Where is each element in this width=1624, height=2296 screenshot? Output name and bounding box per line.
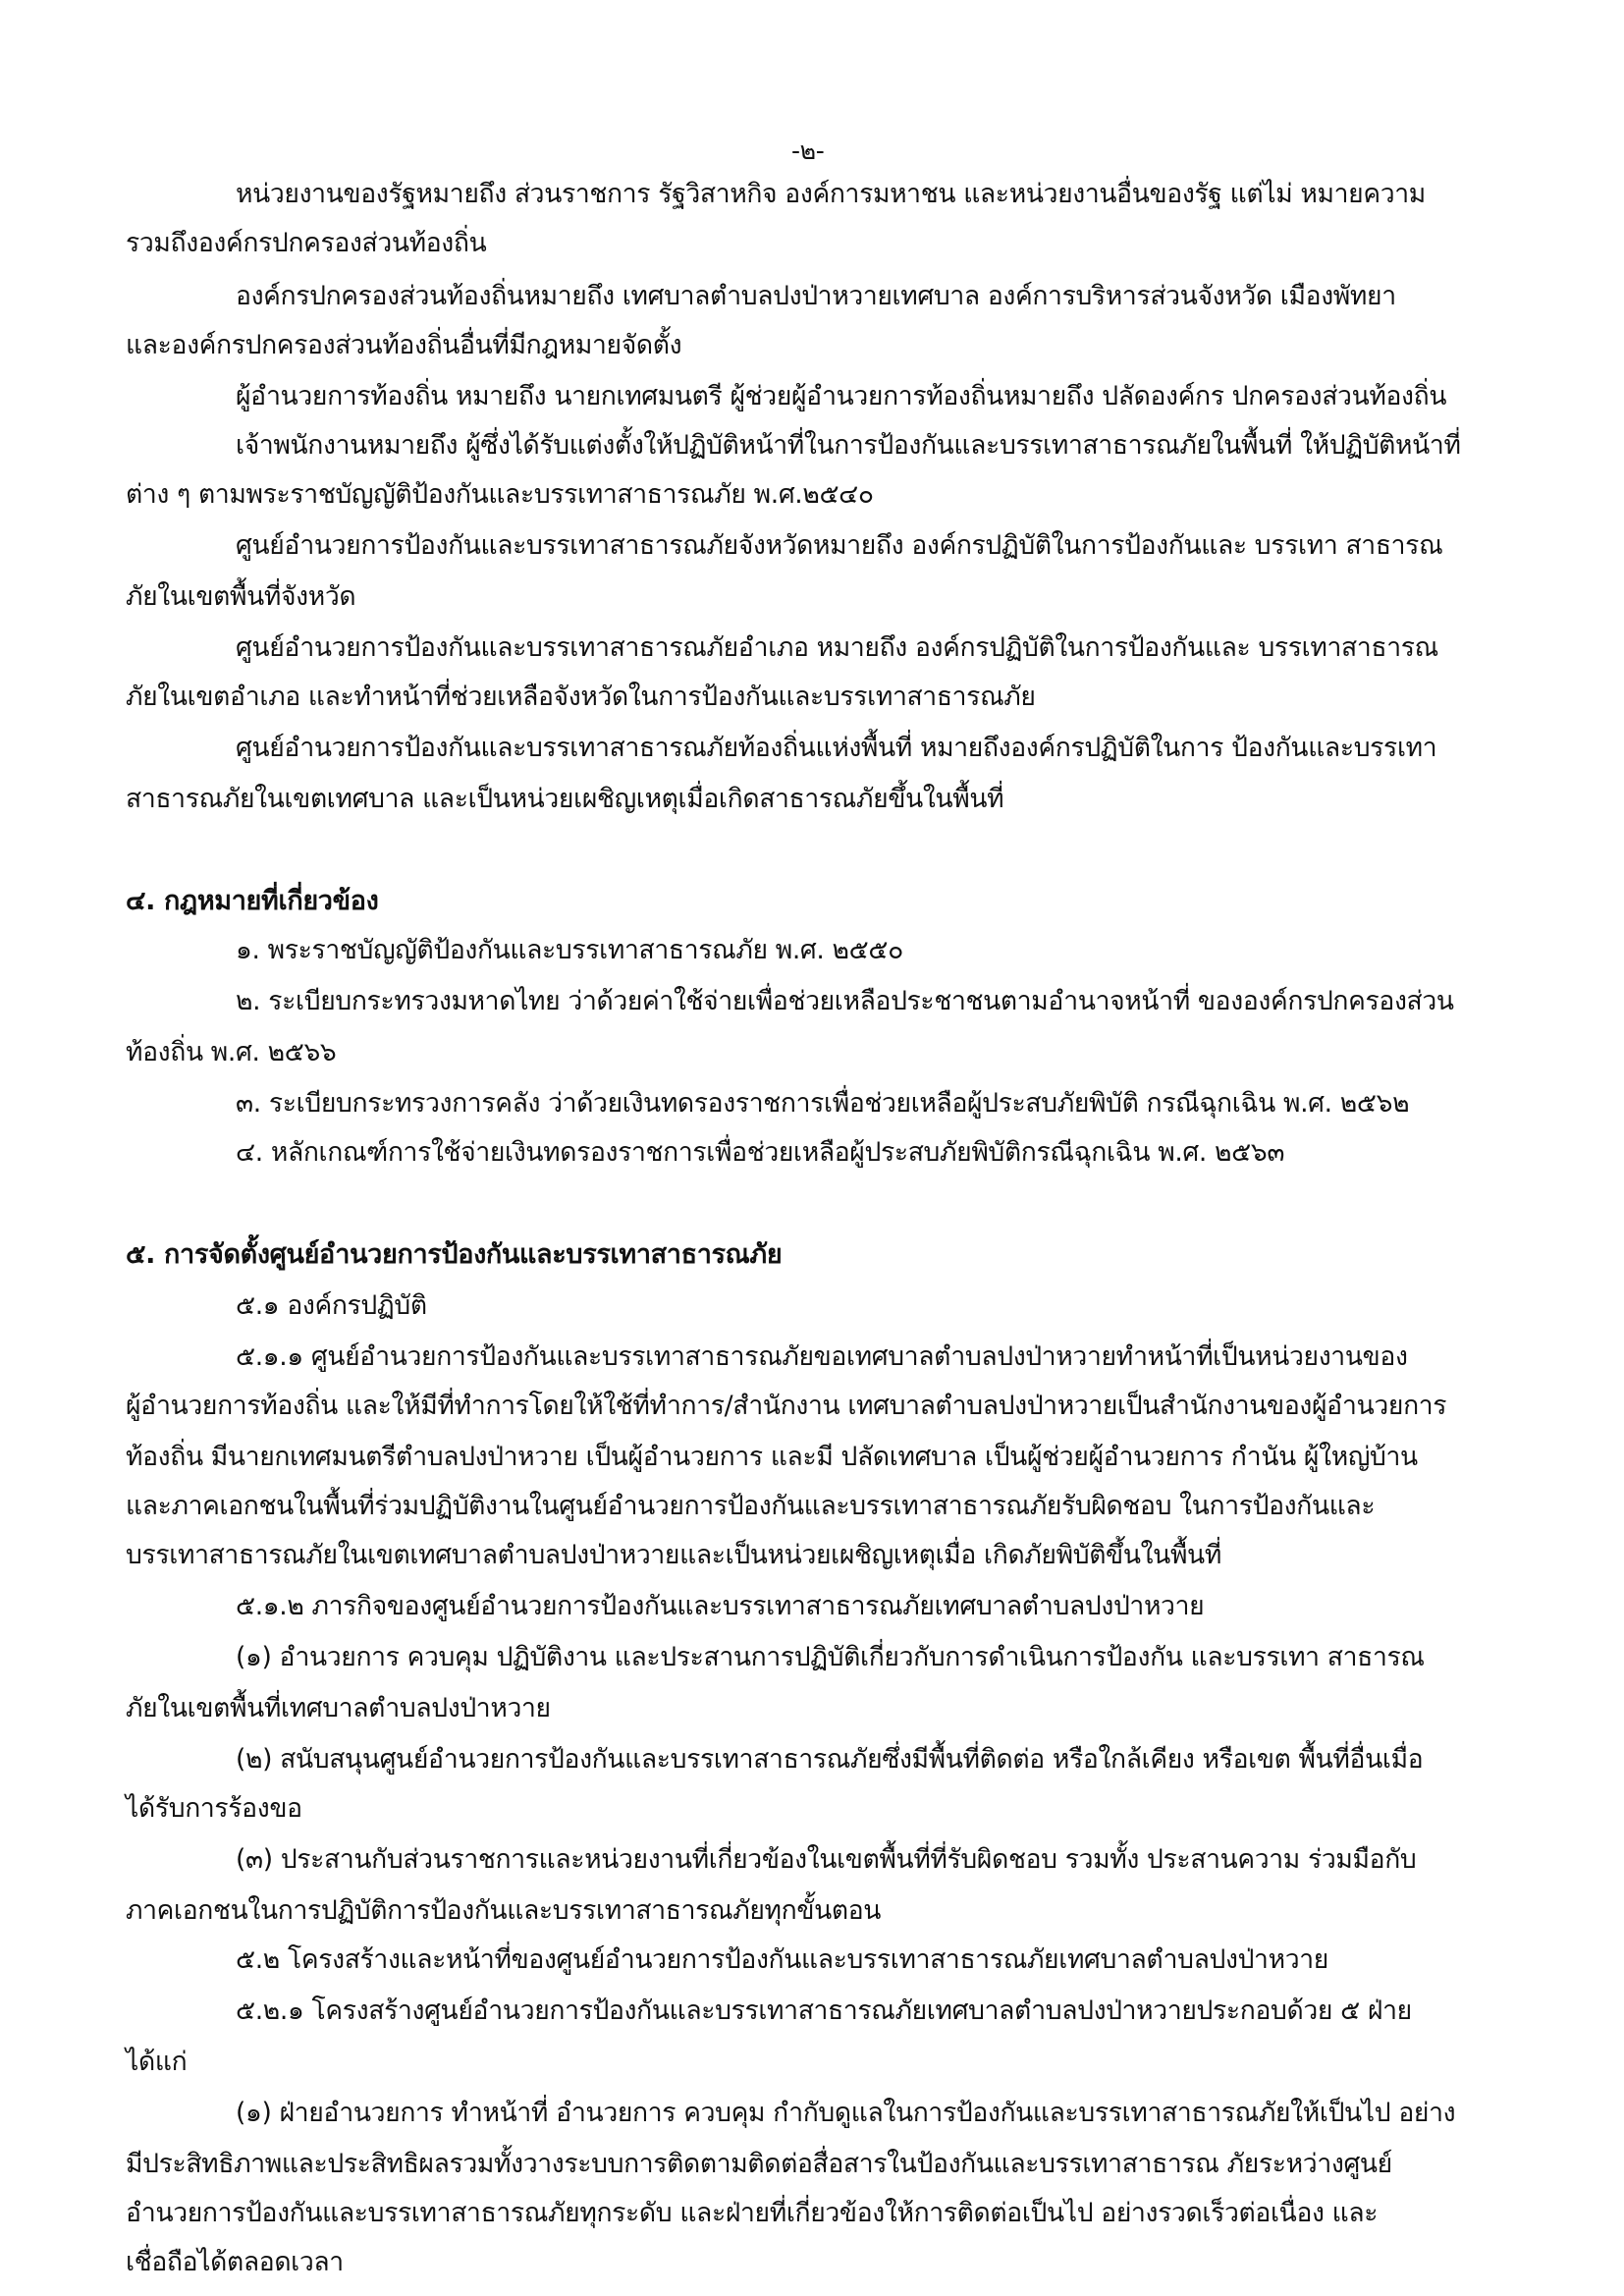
section-5-line: และภาคเอกชนในพื้นที่ร่วมปฏิบัติงานในศูนย์อำนวยการป้องกันและบรรเทาสาธารณภัยรับผิดชอบ ในการป้องกันและ [126, 1491, 1376, 1521]
law-item: ๒. ระเบียบกระทรวงมหาดไทย ว่าด้วยค่าใช้จ่ายเพื่อช่วยเหลือประชาชนตามอำนาจหน้าที่ ขององค์กรปกครองส่วน [236, 986, 1454, 1016]
section-5-line: (๑) อำนวยการ ควบคุม ปฏิบัติงาน และประสานการปฏิบัติเกี่ยวกับการดำเนินการป้องกัน และบรรเทา สาธารณ [236, 1642, 1425, 1672]
intro-line: ศูนย์อำนวยการป้องกันและบรรเทาสาธารณภัยอำเภอ หมายถึง องค์กรปฏิบัติในการป้องกันและ บรรเทาสาธารณ [236, 632, 1438, 663]
section-5-line: ๕.๑ องค์กรปฏิบัติ [236, 1290, 427, 1321]
section-4-heading: ๔. กฎหมายที่เกี่ยวข้อง [126, 886, 379, 916]
intro-line: รวมถึงองค์กรปกครองส่วนท้องถิ่น [126, 228, 487, 258]
section-5-line: ภาคเอกชนในการปฏิบัติการป้องกันและบรรเทาสาธารณภัยทุกขั้นตอน [126, 1895, 882, 1926]
section-5-line: ท้องถิ่น มีนายกเทศมนตรีตำบลปงป่าหวาย เป็นผู้อำนวยการ และมี ปลัดเทศบาล เป็นผู้ช่วยผู้อำนวยการ กำนัน ผู้ใหญ่บ้าน [126, 1442, 1418, 1472]
intro-line: ศูนย์อำนวยการป้องกันและบรรเทาสาธารณภัยจังหวัดหมายถึง องค์กรปฏิบัติในการป้องกันและ บรรเทา สาธารณ [236, 530, 1443, 561]
intro-line: ภัยในเขตพื้นที่จังหวัด [126, 581, 356, 612]
intro-line: เจ้าพนักงานหมายถึง ผู้ซึ่งได้รับแต่งตั้งให้ปฏิบัติหน้าที่ในการป้องกันและบรรเทาสาธารณภัยในพื้นที่ ให้ปฏิบัติหน้าที่ [236, 430, 1461, 461]
section-5-line: ๕.๒ โครงสร้างและหน้าที่ของศูนย์อำนวยการป้องกันและบรรเทาสาธารณภัยเทศบาลตำบลปงป่าหวาย [236, 1944, 1328, 1975]
section-5-line: ภัยในเขตพื้นที่เทศบาลตำบลปงป่าหวาย [126, 1693, 551, 1723]
section-5-line: บรรเทาสาธารณภัยในเขตเทศบาลตำบลปงป่าหวายและเป็นหน่วยเผชิญเหตุเมื่อ เกิดภัยพิบัติขึ้นในพื้นที่ [126, 1540, 1221, 1570]
page-number: -๒- [791, 137, 825, 165]
section-5-line: ๕.๑.๒ ภารกิจของศูนย์อำนวยการป้องกันและบรรเทาสาธารณภัยเทศบาลตำบลปงป่าหวาย [236, 1591, 1205, 1621]
law-item: ๑. พระราชบัญญัติป้องกันและบรรเทาสาธารณภัย พ.ศ. ๒๕๕๐ [236, 935, 903, 965]
intro-line: ภัยในเขตอำเภอ และทำหน้าที่ช่วยเหลือจังหวัดในการป้องกันและบรรเทาสาธารณภัย [126, 682, 1036, 712]
section-5-line: (๒) สนับสนุนศูนย์อำนวยการป้องกันและบรรเทาสาธารณภัยซึ่งมีพื้นที่ติดต่อ หรือใกล้เคียง หรือเขต พื้นที่อื่นเมื่อ [236, 1744, 1424, 1775]
section-5-line: อำนวยการป้องกันและบรรเทาสาธารณภัยทุกระดับ และฝ่ายที่เกี่ยวข้องให้การติดต่อเป็นไป อย่างรวดเร็วต่อเนื่อง และ [126, 2198, 1379, 2228]
law-item: ๓. ระเบียบกระทรวงการคลัง ว่าด้วยเงินทดรองราชการเพื่อช่วยเหลือผู้ประสบภัยพิบัติ กรณีฉุกเฉิน พ.ศ. ๒๕๖๒ [236, 1088, 1410, 1119]
section-5-line: (๓) ประสานกับส่วนราชการและหน่วยงานที่เกี่ยวข้องในเขตพื้นที่ที่รับผิดชอบ รวมทั้ง ประสานความ ร่วมมือกับ [236, 1844, 1417, 1875]
intro-line: องค์กรปกครองส่วนท้องถิ่นหมายถึง เทศบาลตำบลปงป่าหวายเทศบาล องค์การบริหารส่วนจังหวัด เมืองพัทยา [236, 281, 1396, 311]
section-5-line: ได้แก่ [126, 2047, 188, 2077]
intro-line: ต่าง ๆ ตามพระราชบัญญัติป้องกันและบรรเทาสาธารณภัย พ.ศ.๒๕๔๐ [126, 479, 874, 510]
section-5-line: ได้รับการร้องขอ [126, 1793, 302, 1824]
intro-line: หน่วยงานของรัฐหมายถึง ส่วนราชการ รัฐวิสาหกิจ องค์การมหาชน และหน่วยงานอื่นของรัฐ แต่ไม่ หมายความ [236, 179, 1426, 209]
section-5-line: (๑) ฝ่ายอำนวยการ ทำหน้าที่ อำนวยการ ควบคุม กำกับดูแลในการป้องกันและบรรเทาสาธารณภัยให้เป็นไป อย่าง [236, 2098, 1456, 2128]
intro-line: ศูนย์อำนวยการป้องกันและบรรเทาสาธารณภัยท้องถิ่นแห่งพื้นที่ หมายถึงองค์กรปฏิบัติในการ ป้องกันและบรรเทา [236, 733, 1437, 763]
law-item: ๔. หลักเกณฑ์การใช้จ่ายเงินทดรองราชการเพื่อช่วยเหลือผู้ประสบภัยพิบัติกรณีฉุกเฉิน พ.ศ. ๒๕๖๓ [236, 1137, 1285, 1168]
section-5-line: ผู้อำนวยการท้องถิ่น และให้มีที่ทำการโดยให้ใช้ที่ทำการ/สำนักงาน เทศบาลตำบลปงป่าหวายเป็นสำนักงานของผู้อำนวยการ [126, 1391, 1447, 1421]
intro-line: สาธารณภัยในเขตเทศบาล และเป็นหน่วยเผชิญเหตุเมื่อเกิดสาธารณภัยขึ้นในพื้นที่ [126, 784, 1004, 814]
law-item: ท้องถิ่น พ.ศ. ๒๕๖๖ [126, 1037, 337, 1067]
section-5-line: มีประสิทธิภาพและประสิทธิผลรวมทั้งวางระบบการติดตามติดต่อสื่อสารในป้องกันและบรรเทาสาธารณ ภัยระหว่างศูนย์ [126, 2149, 1392, 2179]
intro-line: ผู้อำนวยการท้องถิ่น หมายถึง นายกเทศมนตรี ผู้ช่วยผู้อำนวยการท้องถิ่นหมายถึง ปลัดองค์กร ปกครองส่วนท้องถิ่น [236, 381, 1447, 411]
section-5-line: ๕.๒.๑ โครงสร้างศูนย์อำนวยการป้องกันและบรรเทาสาธารณภัยเทศบาลตำบลปงป่าหวายประกอบด้วย ๕ ฝ่าย [236, 1995, 1412, 2026]
section-5-line: ๕.๑.๑ ศูนย์อำนวยการป้องกันและบรรเทาสาธารณภัยขอเทศบาลตำบลปงป่าหวายทำหน้าที่เป็นหน่วยงานของ [236, 1341, 1408, 1372]
section-5-line: เชื่อถือได้ตลอดเวลา [126, 2247, 344, 2277]
intro-line: และองค์กรปกครองส่วนท้องถิ่นอื่นที่มีกฎหมายจัดตั้ง [126, 330, 682, 360]
section-5-heading: ๕. การจัดตั้งศูนย์อำนวยการป้องกันและบรรเทาสาธารณภัย [126, 1239, 783, 1270]
